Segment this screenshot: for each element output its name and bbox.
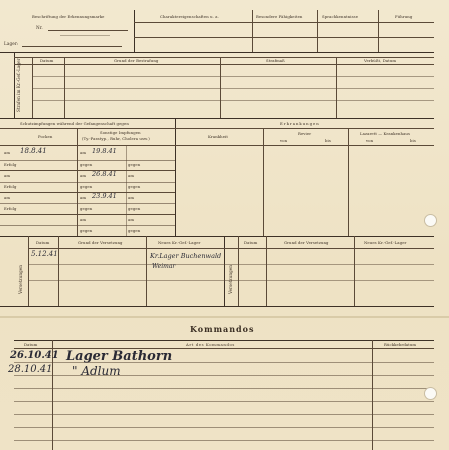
- header-datum: Datum: [244, 240, 258, 245]
- divider: [0, 52, 434, 53]
- header-grund-versetzung: Grund der Versetzung: [78, 240, 123, 245]
- lager-line: [22, 46, 122, 47]
- divider: [14, 414, 434, 415]
- header-revier-bis: bis: [325, 138, 331, 143]
- label-am: am: [128, 173, 135, 178]
- label-gegen: gegen: [128, 206, 141, 211]
- label-gegen: gegen: [128, 162, 141, 167]
- header-lazarett-bis: bis: [410, 138, 416, 143]
- label-lager: Lager:: [4, 41, 19, 46]
- label-gegen: gegen: [80, 162, 93, 167]
- divider: [317, 10, 318, 52]
- divider: [252, 10, 253, 52]
- versetzungen-side-label-right: Versetzungen: [228, 265, 233, 294]
- label-gegen: gegen: [80, 228, 93, 233]
- label-am: am: [80, 173, 87, 178]
- label-gegen: gegen: [128, 228, 141, 233]
- header-datum: Datum: [40, 58, 54, 63]
- divider: [14, 388, 434, 389]
- divider: [224, 236, 225, 306]
- kommandos-title: Kommandos: [190, 324, 255, 334]
- label-am: am: [80, 217, 87, 222]
- divider: [354, 236, 355, 306]
- header-revier-von: von: [280, 138, 288, 143]
- header-art-kommandos: Art des Kommandos: [186, 342, 235, 347]
- label-sprachkenntnisse: Sprachkenntnisse: [322, 14, 359, 19]
- divider: [32, 76, 434, 77]
- divider: [14, 427, 434, 428]
- label-am: am: [4, 150, 11, 155]
- impf-date-2: 26.8.41: [92, 170, 117, 178]
- divider: [372, 340, 373, 450]
- divider: [0, 236, 434, 237]
- punch-hole: [424, 387, 437, 400]
- label-am: am: [80, 150, 87, 155]
- label-gegen: gegen: [80, 184, 93, 189]
- divider: [146, 236, 147, 306]
- label-erfolg: Erfolg: [4, 206, 17, 211]
- kommando-text-2: " Adlum: [72, 364, 121, 378]
- divider: [14, 340, 434, 341]
- header-rueckkehr: Rückkehrdatum: [384, 342, 417, 347]
- divider: [0, 182, 175, 183]
- divider: [378, 10, 379, 52]
- label-charakter: Charaktereigenschaften u. a.: [160, 14, 219, 19]
- divider: [14, 64, 434, 65]
- kommando-date-1: 26.10.41: [10, 350, 59, 361]
- divider: [0, 203, 175, 204]
- label-erkennungsmarke: Beschriftung der Erkennungsmarke: [32, 14, 105, 19]
- divider: [134, 10, 135, 52]
- header-revier: Revier: [298, 131, 312, 136]
- header-sonstige: Sonstige Impfungen: [100, 130, 141, 135]
- label-fuehrung: Führung: [395, 14, 413, 19]
- header-krankheit: Krankheit: [208, 134, 228, 139]
- divider: [0, 192, 175, 193]
- header-lazarett-von: von: [366, 138, 374, 143]
- impf-date-3: 23.9.41: [92, 192, 117, 200]
- header-strafmass: Strafmaß: [266, 58, 285, 63]
- divider: [0, 225, 175, 226]
- label-am: am: [4, 173, 11, 178]
- label-erfolg: Erfolg: [4, 162, 17, 167]
- label-am: am: [128, 195, 135, 200]
- label-nr: Nr.: [36, 25, 43, 30]
- header-pocken: Pocken: [38, 134, 53, 139]
- pocken-date: 18.8.41: [20, 147, 47, 155]
- divider: [0, 160, 175, 161]
- label-gegen: gegen: [128, 184, 141, 189]
- label-gegen: gegen: [80, 206, 93, 211]
- divider: [175, 118, 176, 236]
- divider: [58, 236, 59, 306]
- versetzung-place-2: Weimar: [152, 263, 176, 270]
- divider: [134, 37, 434, 38]
- divider: [0, 128, 434, 129]
- erkrankungen-title: Erkrankungen: [280, 121, 320, 126]
- label-erfolg: Erfolg: [4, 184, 17, 189]
- divider: [0, 118, 434, 119]
- label-faehigkeiten: Besondere Fähigkeiten: [256, 14, 303, 19]
- versetzung-place-1: Kr.Lager Buchenwald: [150, 252, 222, 260]
- divider: [0, 145, 434, 146]
- header-grund-bestrafung: Grund der Bestrafung: [114, 58, 159, 63]
- impf-date-1: 19.8.41: [92, 147, 117, 155]
- header-grund-versetzung: Grund der Versetzung: [284, 240, 329, 245]
- versetzungen-side-label-left: Versetzungen: [18, 265, 23, 294]
- header-verbuesst: Verbüßt, Datum: [364, 58, 397, 63]
- header-datum: Datum: [36, 240, 50, 245]
- divider: [0, 170, 175, 171]
- kommando-text-1: Lager Bathorn: [66, 349, 173, 364]
- divider: [32, 100, 434, 101]
- divider: [32, 88, 434, 89]
- divider: [28, 236, 29, 306]
- label-am: am: [4, 195, 11, 200]
- card-fold: [0, 316, 449, 318]
- header-sonstige-detail: (Ty.-Paratyp., Ruhr, Cholera usw.): [82, 136, 150, 141]
- divider: [0, 306, 434, 307]
- divider: [134, 22, 434, 23]
- punch-hole: [424, 214, 437, 227]
- divider: [126, 145, 127, 236]
- nr-line: [60, 35, 110, 36]
- kommando-date-2: 28.10.41: [8, 364, 53, 375]
- versetzung-date: 5.12.41: [31, 250, 58, 258]
- strafen-side-label: Strafen im Kr.-Gef.-Lager: [16, 58, 21, 112]
- divider: [238, 236, 239, 306]
- nr-line: [48, 30, 128, 31]
- divider: [266, 236, 267, 306]
- header-neues-lager: Neues Kr.-Gef.-Lager: [364, 240, 407, 245]
- header-neues-lager: Neues Kr.-Gef.-Lager: [158, 240, 201, 245]
- label-am: am: [80, 195, 87, 200]
- header-lazarett: Lazarett — Krankenhaus: [360, 131, 411, 136]
- divider: [14, 401, 434, 402]
- divider: [14, 52, 15, 118]
- impf-title: Schutzimpfungen während der Gefangenschaft gegen: [20, 121, 129, 126]
- header-datum: Datum: [24, 342, 38, 347]
- divider: [14, 440, 434, 441]
- label-am: am: [128, 217, 135, 222]
- divider: [0, 214, 175, 215]
- divider: [28, 248, 434, 249]
